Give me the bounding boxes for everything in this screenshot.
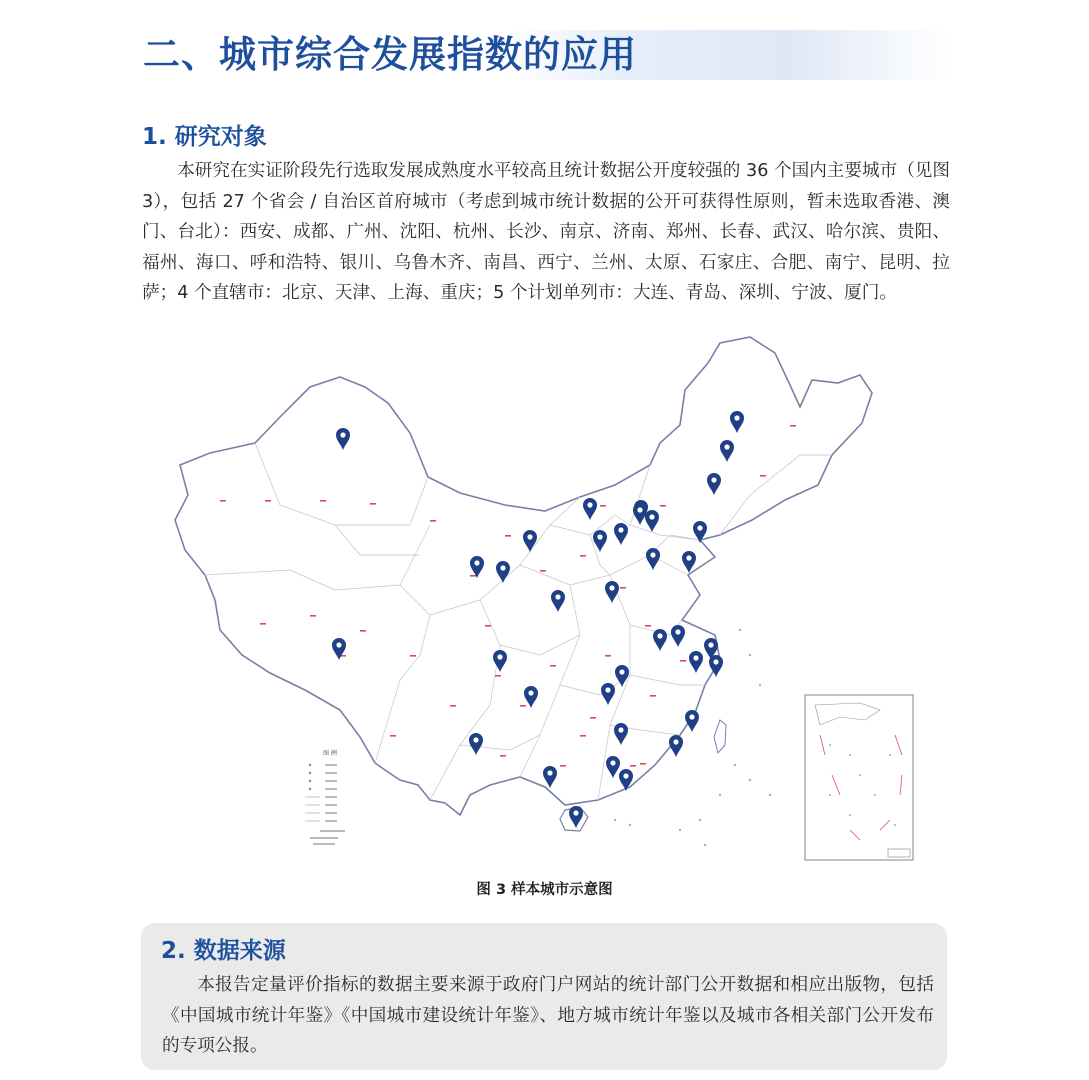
map-pin-hole xyxy=(637,507,642,512)
map-pin-hole xyxy=(573,810,578,815)
city-pin-32 xyxy=(669,735,683,757)
map-pin-hole xyxy=(623,773,628,778)
map-pin-hole xyxy=(605,687,610,692)
main-title: 二、城市综合发展指数的应用 xyxy=(143,33,637,76)
research-heading: 1. 研究对象 xyxy=(142,124,267,150)
map-svg xyxy=(160,325,930,875)
map-pin-icon xyxy=(685,710,699,732)
data-source-heading: 2. 数据来源 xyxy=(161,938,286,964)
map-pin-hole xyxy=(528,690,533,695)
map-pin-hole xyxy=(587,502,592,507)
map-pin-hole xyxy=(500,565,505,570)
city-pin-30 xyxy=(685,710,699,732)
map-pin-hole xyxy=(610,760,615,765)
map-pin-hole xyxy=(340,432,345,437)
map-pin-hole xyxy=(597,534,602,539)
map-pin-hole xyxy=(619,669,624,674)
map-pin-hole xyxy=(497,654,502,659)
map-pin-hole xyxy=(713,659,718,664)
map-pin-hole xyxy=(689,714,694,719)
map-pin-hole xyxy=(336,642,341,647)
map-pin-icon xyxy=(669,735,683,757)
map-pin-hole xyxy=(555,594,560,599)
map-pin-hole xyxy=(609,585,614,590)
south-china-sea-inset xyxy=(805,695,913,860)
map-pin-hole xyxy=(697,525,702,530)
map-pin-hole xyxy=(650,552,655,557)
map-pin-hole xyxy=(675,629,680,634)
map-pin-hole xyxy=(693,655,698,660)
map-legend xyxy=(305,764,345,845)
map-pin-hole xyxy=(711,477,716,482)
map-pin-hole xyxy=(527,534,532,539)
map-pin-hole xyxy=(618,527,623,532)
research-paragraph: 本研究在实证阶段先行选取发展成熟度水平较高且统计数据公开度较强的 36 个国内主要城市（见图 3），包括 27 个省会 / 自治区首府城市（考虑到城市统计数据的公开可获得性原则，暂未选取香港、澳门、台北）：西安、成都、广州、沈阳、杭州、长沙、南京、济南、郑州、长春、武汉、哈尔滨、贵阳、福州、海口、呼和浩特、银川、乌鲁木齐、南昌、西宁、兰州、太原、石家庄、合肥、南宁、昆明、拉萨；4 个直辖市：北京、天津、上海、重庆；5 个计划单列市：大连、青岛、深圳、宁波、厦门。 xyxy=(142,161,950,303)
map-pin-hole xyxy=(473,737,478,742)
map-pin-hole xyxy=(734,415,739,420)
map-pin-hole xyxy=(724,444,729,449)
legend-title: 图 例 xyxy=(323,750,337,757)
china-city-map xyxy=(160,325,930,875)
map-pin-hole xyxy=(474,560,479,565)
figure-caption: 图 3 样本城市示意图 xyxy=(476,882,613,898)
map-pin-hole xyxy=(657,633,662,638)
map-pin-hole xyxy=(686,555,691,560)
map-pin-hole xyxy=(618,727,623,732)
map-pin-hole xyxy=(673,739,678,744)
map-pin-hole xyxy=(547,770,552,775)
map-pin-hole xyxy=(649,514,654,519)
taiwan-outline xyxy=(714,720,726,753)
map-pin-hole xyxy=(708,642,713,647)
data-source-paragraph: 本报告定量评价指标的数据主要来源于政府门户网站的统计部门公开数据和相应出版物，包括《中国城市统计年鉴》《中国城市建设统计年鉴》、地方城市统计年鉴以及城市各相关部门公开发布的专项公报。 xyxy=(162,975,934,1056)
